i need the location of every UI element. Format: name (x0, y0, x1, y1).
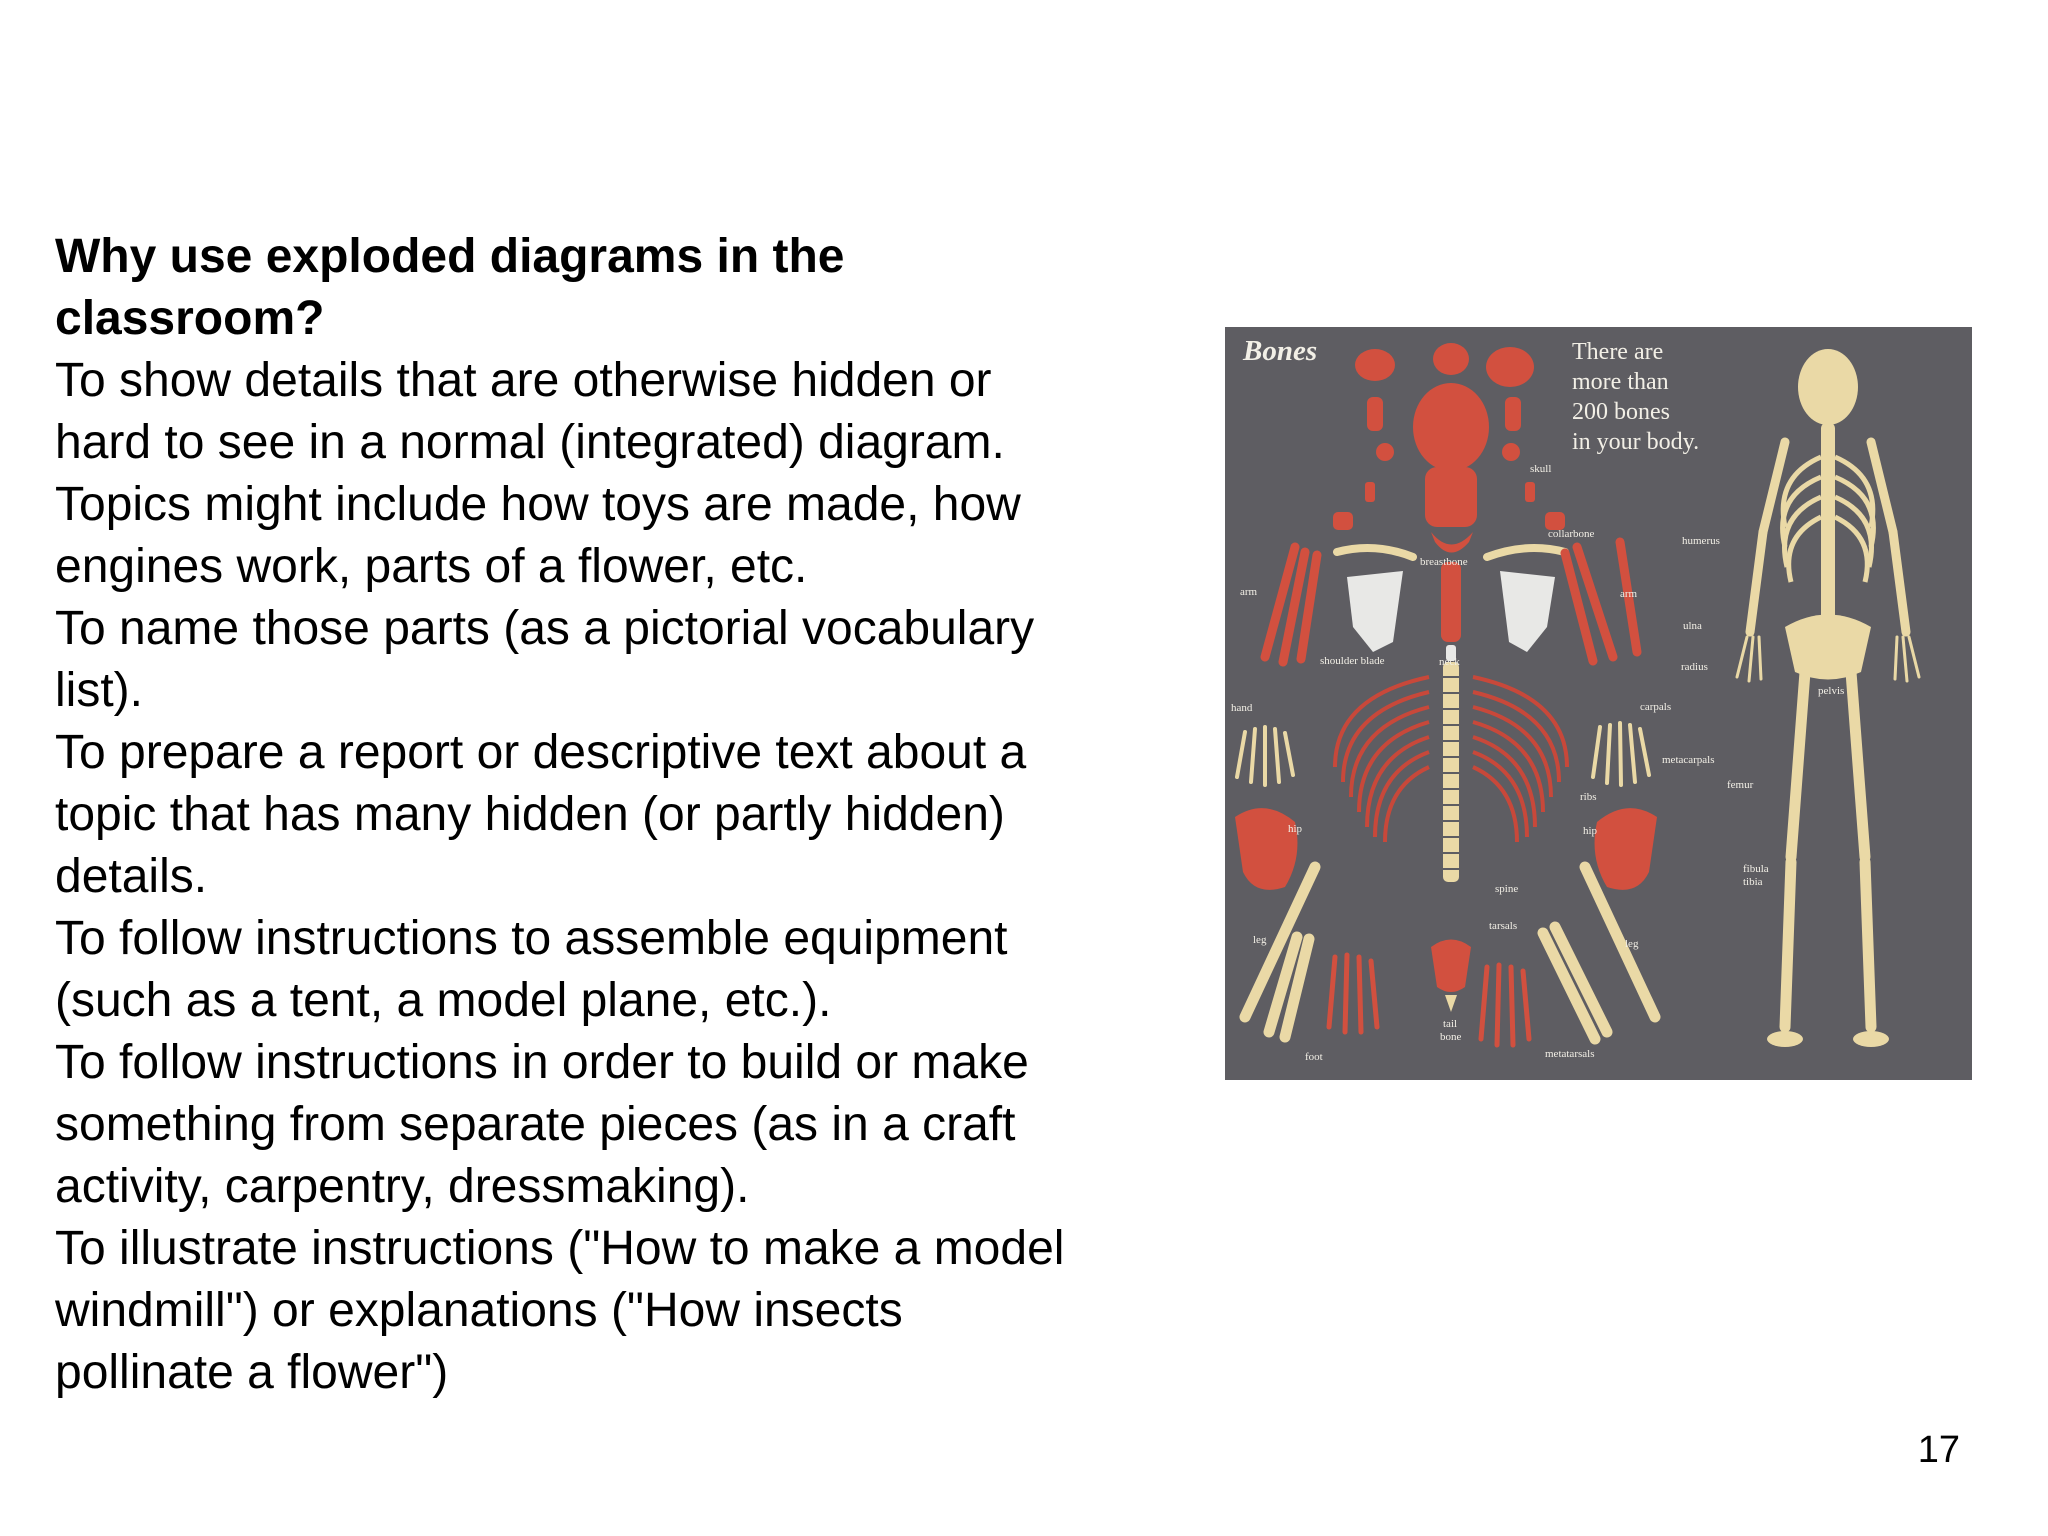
label-humerus: humerus (1682, 535, 1720, 547)
label-carpals: carpals (1640, 701, 1672, 713)
skeleton-illustration (1225, 327, 1972, 1080)
label-leg-left: leg (1253, 934, 1267, 946)
caption-line: 200 bones (1572, 399, 1670, 425)
label-arm-left: arm (1240, 586, 1258, 598)
label-tarsals: tarsals (1489, 920, 1518, 932)
label-radius: radius (1681, 661, 1708, 673)
figure-title: Bones (1243, 335, 1318, 367)
caption-line: in your body. (1572, 429, 1700, 455)
bullet-paragraph: To illustrate instructions ("How to make a model windmill") or explanations ("How insects pollinate a flower") (55, 1222, 1065, 1399)
page-number: 17 (1917, 1429, 1960, 1471)
label-hip-left: hip (1288, 823, 1303, 835)
label-shoulder-blade: shoulder blade (1320, 655, 1385, 667)
label-hip-right: hip (1583, 825, 1598, 837)
label-foot: foot (1305, 1051, 1323, 1063)
caption-line: more than (1572, 369, 1669, 395)
bullet-paragraph: To follow instructions to assemble equipment (such as a tent, a model plane, etc.). (55, 912, 1008, 1027)
label-metatarsals: metatarsals (1545, 1048, 1595, 1060)
label-arm-right: arm (1620, 588, 1638, 600)
label-metacarpals: metacarpals (1662, 754, 1715, 766)
label-hand: hand (1231, 702, 1253, 714)
label-femur: femur (1727, 779, 1754, 791)
label-spine: spine (1495, 883, 1519, 895)
slide-text-block (55, 226, 1075, 1404)
bullet-paragraph: To follow instructions in order to build or make something from separate pieces (as in a craft activity, carpentry, dressmaking). (55, 1036, 1029, 1213)
slide-heading: Why use exploded diagrams in the classroom? (55, 230, 845, 345)
label-ulna: ulna (1683, 620, 1702, 632)
label-tibia: tibia (1743, 876, 1763, 888)
bullet-paragraph: To show details that are otherwise hidden or hard to see in a normal (integrated) diagram. Topics might include how toys are made, how engines work, parts of a flower, etc. (55, 354, 1021, 593)
label-collarbone: collarbone (1548, 528, 1595, 540)
caption-line: There are (1572, 339, 1664, 365)
label-ribs: ribs (1580, 791, 1597, 803)
bullet-paragraph: To prepare a report or descriptive text about a topic that has many hidden (or partly hidden) details. (55, 726, 1027, 903)
label-fibula: fibula (1743, 863, 1769, 875)
label-tail: tail (1443, 1018, 1458, 1030)
label-leg-right: leg (1625, 938, 1639, 950)
skeleton-svg (1225, 327, 1972, 1080)
label-bone: bone (1440, 1031, 1462, 1043)
bullet-paragraph: To name those parts (as a pictorial vocabulary list). (55, 602, 1035, 717)
label-breastbone: breastbone (1420, 556, 1468, 568)
label-skull: skull (1530, 463, 1552, 475)
label-pelvis: pelvis (1818, 685, 1845, 697)
label-neck: neck (1439, 656, 1460, 668)
